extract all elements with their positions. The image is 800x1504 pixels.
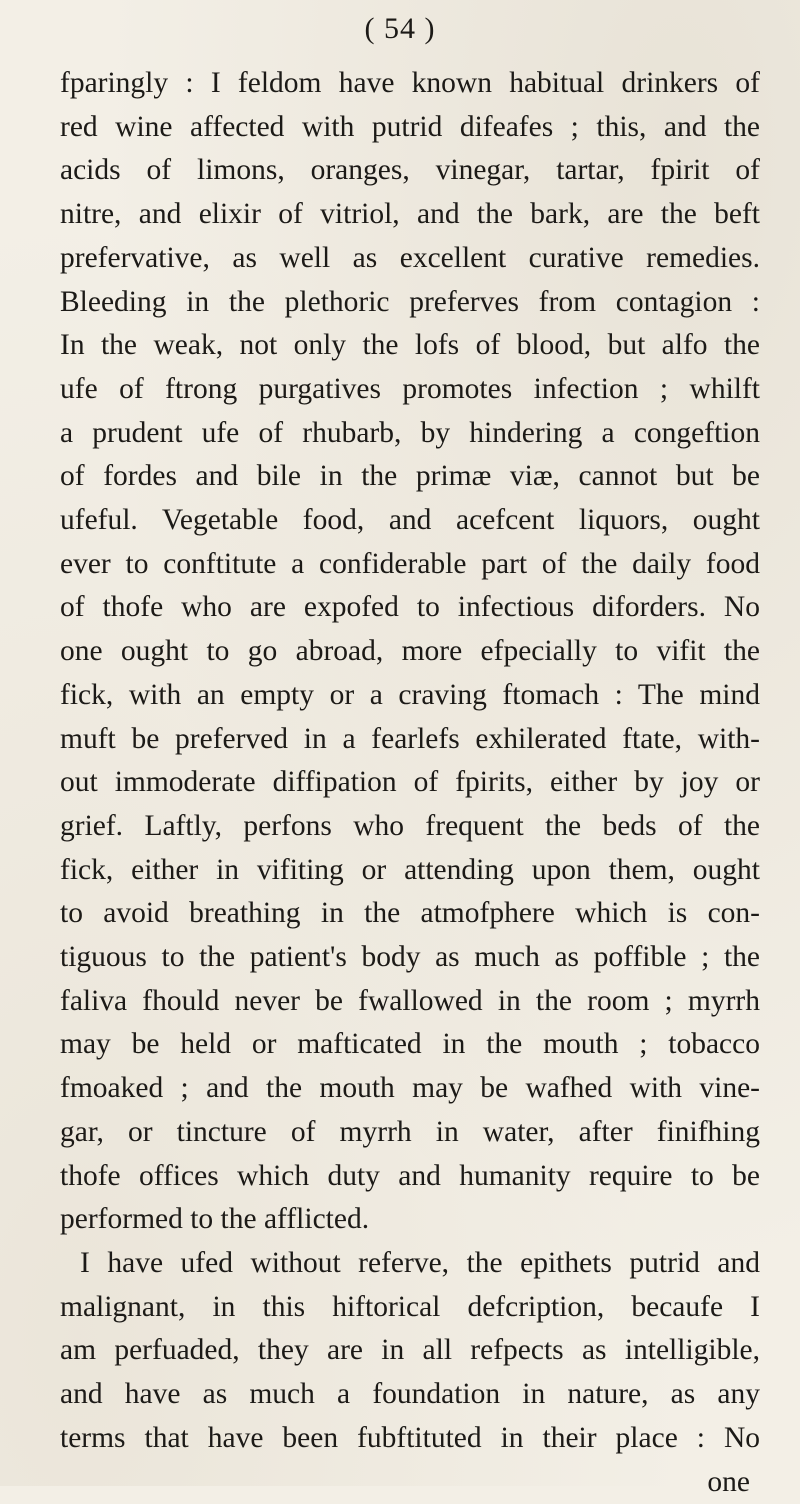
text-line: and have as much a foundation in nature, as any — [60, 1373, 760, 1417]
text-line: fick, either in vifiting or attending upon them, ought — [60, 849, 760, 893]
text-line: out immoderate diffipation of fpirits, either by joy or — [60, 761, 760, 805]
text-line: malignant, in this hiftorical defcription, becaufe I — [60, 1286, 760, 1330]
page-number: ( 54 ) — [0, 12, 800, 46]
text-line: may be held or mafticated in the mouth ; tobacco — [60, 1023, 760, 1067]
text-line: acids of limons, oranges, vinegar, tartar, fpirit of — [60, 149, 760, 193]
text-line: ever to conftitute a confiderable part of the daily food — [60, 543, 760, 587]
text-line: gar, or tincture of myrrh in water, after finifhing — [60, 1111, 760, 1155]
text-line: to avoid breathing in the atmofphere which is con- — [60, 892, 760, 936]
text-line: muft be preferved in a fearlefs exhilerated ftate, with- — [60, 718, 760, 762]
text-line: grief. Laftly, perfons who frequent the beds of the — [60, 805, 760, 849]
text-line: thofe offices which duty and humanity require to be — [60, 1155, 760, 1199]
page-body-text — [60, 62, 760, 1504]
text-line: nitre, and elixir of vitriol, and the bark, are the beft — [60, 193, 760, 237]
text-line: a prudent ufe of rhubarb, by hindering a congeftion — [60, 412, 760, 456]
text-line: I have ufed without referve, the epithets putrid and — [60, 1242, 760, 1286]
text-line: tiguous to the patient's body as much as poffible ; the — [60, 936, 760, 980]
text-line: ufe of ftrong purgatives promotes infection ; whilft — [60, 368, 760, 412]
text-line: ufeful. Vegetable food, and acefcent liquors, ought — [60, 499, 760, 543]
text-line: am perfuaded, they are in all refpects as intelligible, — [60, 1329, 760, 1373]
text-line: fick, with an empty or a craving ftomach : The mind — [60, 674, 760, 718]
text-line: fparingly : I feldom have known habitual drinkers of — [60, 62, 760, 106]
text-line: fmoaked ; and the mouth may be wafhed with vine- — [60, 1067, 760, 1111]
text-line: faliva fhould never be fwallowed in the room ; myrrh — [60, 980, 760, 1024]
text-line: one ought to go abroad, more efpecially to vifit the — [60, 630, 760, 674]
text-line: of thofe who are expofed to infectious diforders. No — [60, 586, 760, 630]
text-line: of fordes and bile in the primæ viæ, cannot but be — [60, 455, 760, 499]
text-line: red wine affected with putrid difeafes ; this, and the — [60, 106, 760, 150]
catchword: one — [60, 1461, 760, 1504]
text-line: prefervative, as well as excellent curative remedies. — [60, 237, 760, 281]
text-line: In the weak, not only the lofs of blood, but alfo the — [60, 324, 760, 368]
text-line: Bleeding in the plethoric preferves from contagion : — [60, 281, 760, 325]
text-line: terms that have been fubftituted in their place : No — [60, 1417, 760, 1461]
text-line: performed to the afflicted. — [60, 1198, 760, 1242]
